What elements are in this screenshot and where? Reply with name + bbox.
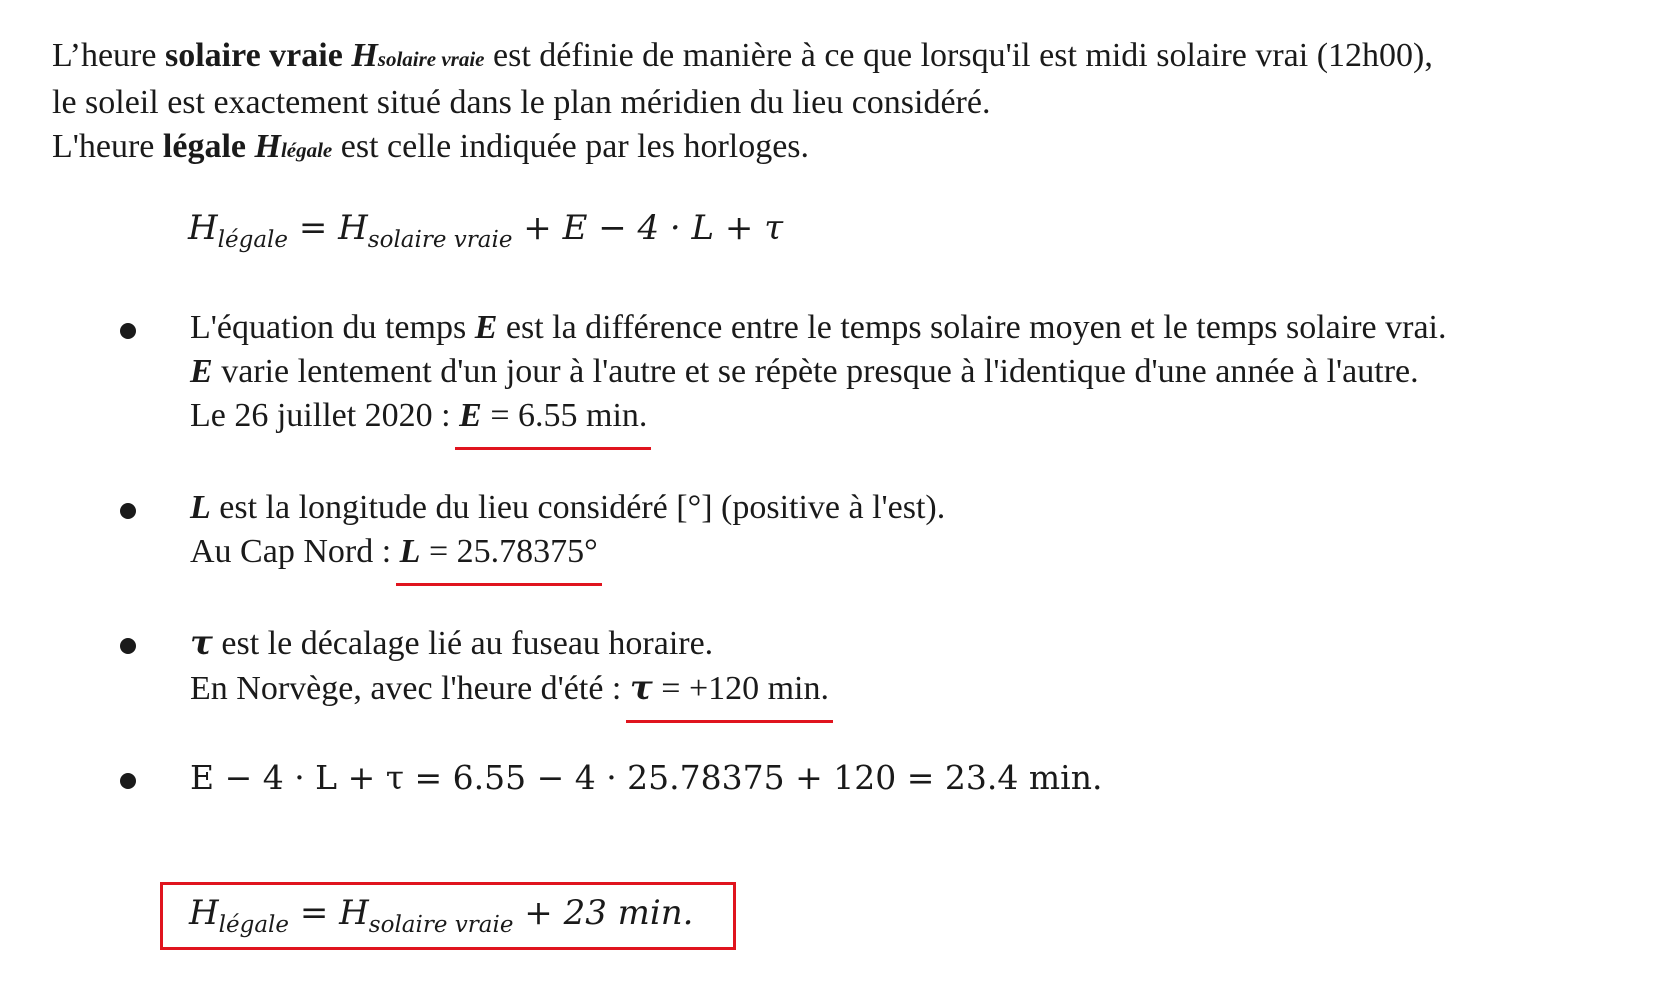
- formula-subscript: légale: [218, 912, 290, 938]
- symbol-E: E: [474, 309, 498, 346]
- text: L'équation du temps: [190, 309, 475, 346]
- intro-line-1: [52, 34, 1433, 81]
- bullet-line: [190, 530, 945, 574]
- formula-H: H: [339, 893, 369, 933]
- intro-paragraph: [52, 34, 1433, 172]
- formula-equals: =: [289, 893, 340, 933]
- text: varie lentement d'un jour à l'autre et se répète presque à l'identique d'une année à l'autre.: [212, 353, 1419, 390]
- value-E: = 6.55 min.: [481, 397, 648, 434]
- bullet-line: [190, 350, 1447, 394]
- bullet-dot: [120, 503, 136, 519]
- text: est la différence entre le temps solaire moyen et le temps solaire vrai.: [497, 309, 1447, 346]
- symbol-H: H: [254, 128, 281, 165]
- symbol-E: E: [190, 353, 213, 390]
- text: Le 26 juillet 2020 :: [190, 397, 460, 434]
- result-formula: [189, 893, 694, 938]
- intro-text: L'heure: [52, 128, 163, 165]
- symbol-E: E: [459, 397, 482, 434]
- bullet-dot: [120, 323, 136, 339]
- term-solaire-vraie: solaire vraie: [164, 37, 343, 74]
- bullet-text: [190, 306, 1447, 438]
- text: Au Cap Nord :: [190, 533, 400, 570]
- symbol-tau: τ: [629, 668, 653, 708]
- bullet-text: [190, 756, 1102, 800]
- highlight-E-value: [459, 394, 647, 438]
- symbol-H: H: [351, 37, 378, 74]
- symbol-L: L: [190, 489, 211, 526]
- intro-text: est celle indiquée par les horloges.: [332, 128, 810, 165]
- intro-line-2: le soleil est exactement situé dans le plan méridien du lieu considéré.: [52, 84, 991, 121]
- value-L: = 25.78375°: [420, 533, 598, 570]
- bullet-line: [190, 486, 945, 530]
- symbol-tau: τ: [190, 623, 213, 663]
- bullet-line: [190, 394, 1447, 438]
- intro-text: L’heure: [52, 37, 165, 74]
- highlight-tau-value: [630, 666, 829, 711]
- formula-H: H: [189, 893, 219, 933]
- term-legale: légale: [162, 128, 246, 165]
- formula-subscript: légale: [217, 227, 289, 253]
- formula-H: H: [188, 208, 218, 248]
- symbol-subscript: solaire vraie: [377, 47, 485, 71]
- bullet-line: [190, 306, 1447, 350]
- text: est la longitude du lieu considéré [°] (positive à l'est).: [210, 489, 946, 526]
- formula-rhs: + E − 4 · L + τ: [512, 208, 784, 248]
- highlight-L-value: [400, 530, 598, 574]
- formula-H: H: [338, 208, 368, 248]
- bullet-line: [190, 621, 829, 666]
- text: est le décalage lié au fuseau horaire.: [212, 625, 714, 662]
- formula-rhs: + 23 min.: [513, 893, 694, 933]
- bullet-text: [190, 486, 945, 574]
- symbol-subscript: légale: [280, 138, 333, 162]
- text: En Norvège, avec l'heure d'été :: [190, 670, 630, 707]
- value-tau: = +120 min.: [652, 670, 830, 707]
- formula-subscript: solaire vraie: [368, 912, 514, 938]
- symbol-L: L: [399, 533, 421, 570]
- formula-equals: =: [288, 208, 339, 248]
- formula-subscript: solaire vraie: [367, 227, 513, 253]
- main-formula: [188, 208, 784, 253]
- result-box: [160, 882, 736, 950]
- calculation-expression: E − 4 · L + τ = 6.55 − 4 · 25.78375 + 120 = 23.4 min.: [190, 758, 1103, 797]
- intro-text: est définie de manière à ce que lorsqu'il est midi solaire vrai (12h00),: [484, 37, 1433, 74]
- intro-line-3: [52, 125, 1433, 172]
- bullet-dot: [120, 773, 136, 789]
- bullet-text: [190, 621, 829, 711]
- bullet-line: [190, 666, 829, 711]
- bullet-dot: [120, 638, 136, 654]
